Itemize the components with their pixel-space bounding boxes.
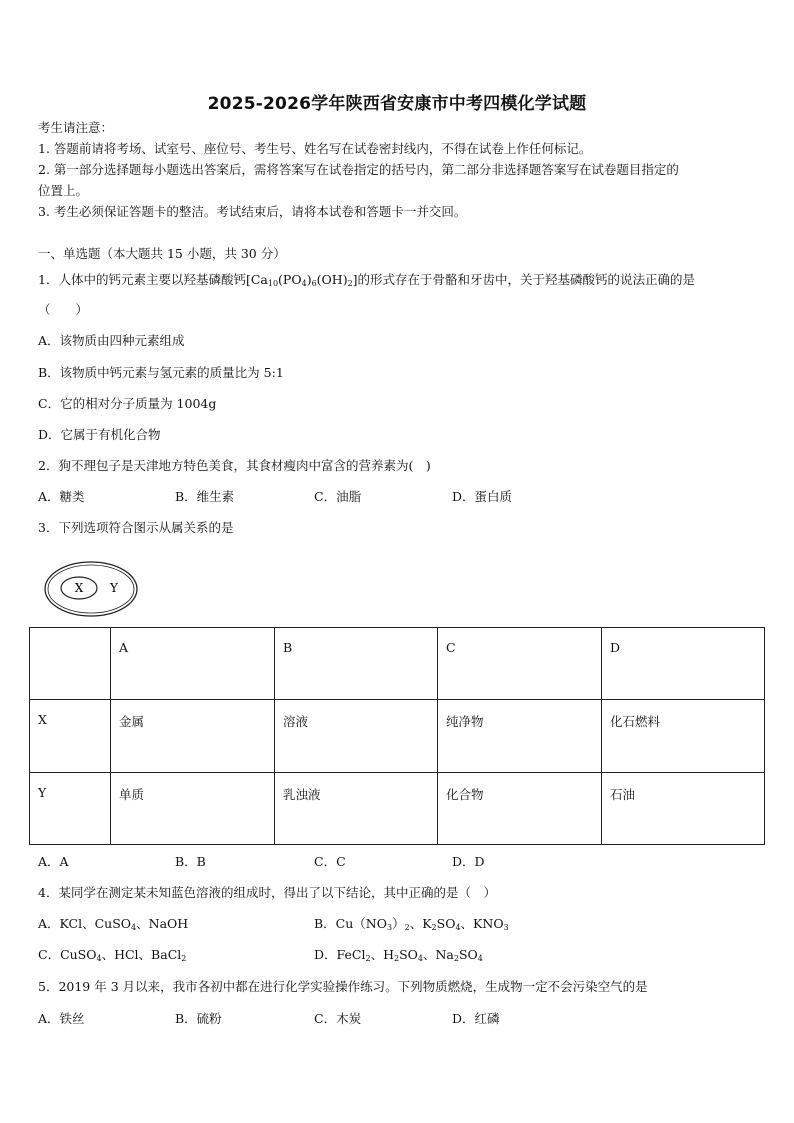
q2-option-a: A．糖类 [38,489,85,504]
q3-stem: 3．下列选项符合图示从属关系的是 [38,520,234,535]
q4-option-d: D．FeCl$_2$、$H_2SO_4$、$Na_2SO_4$ [314,947,483,963]
notice-heading: 考生请注意： [38,120,114,135]
q1-option-d: D．它属于有机化合物 [38,427,161,442]
table-cell: 溶液 [275,700,438,772]
table-cell: A [111,628,275,700]
q3-table [29,627,765,845]
table-cell: 石油 [602,772,765,844]
venn-diagram [44,560,140,618]
q5-option-d: D．红磷 [452,1011,500,1026]
q2-option-b: B．维生素 [175,489,235,504]
table-header-row [30,628,765,700]
notice-item-1: 1. 答题前请将考场、试室号、座位号、考生号、姓名写在试卷密封线内，不得在试卷上作任何标记。 [38,141,592,156]
outer-ellipse [45,562,137,616]
q5-stem: 5．2019 年 3 月以来，我市各初中都在进行化学实验操作练习。下列物质燃烧，生成物一定不会污染空气的是 [38,979,648,994]
table-cell: 金属 [111,700,275,772]
q3-option-a: A．A [38,854,69,869]
diagram-label-y: Y [110,581,118,595]
q5-option-a: A．铁丝 [38,1011,85,1026]
table-cell: D [602,628,765,700]
section-heading: 一、单选题（本大题共 15 小题，共 30 分） [38,246,286,261]
q1-option-c: C．它的相对分子质量为 1004g [38,396,217,411]
q2-option-d: D．蛋白质 [452,489,513,504]
table-cell: Y [30,772,111,844]
q1-bracket: （ ） [38,302,89,317]
table-cell: 单质 [111,772,275,844]
q5-option-c: C．木炭 [314,1011,362,1026]
q4-stem: 4．某同学在测定某未知蓝色溶液的组成时，得出了以下结论，其中正确的是（ ） [38,885,496,900]
notice-item-3: 3. 考生必须保证答题卡的整洁。考试结束后，请将本试卷和答题卡一并交回。 [38,204,467,219]
table-cell: 化石燃料 [602,700,765,772]
notice-item-2-cont: 位置上。 [38,183,89,198]
q2-stem: 2．狗不理包子是天津地方特色美食，其食材瘦肉中富含的营养素为( ) [38,458,431,473]
q4-option-b: B．$Cu(NO_3)_2$、$K_2SO_4$、$KNO_3$ [314,916,509,932]
table-cell: X [30,700,111,772]
q3-option-d: D．D [452,854,485,869]
table-cell: 乳浊液 [275,772,438,844]
table-cell [30,628,111,700]
q1-option-a: A．该物质由四种元素组成 [38,333,185,348]
q1-option-b: B．该物质中钙元素与氢元素的质量比为 5:1 [38,365,284,380]
table-cell: C [438,628,602,700]
diagram-label-x: X [74,581,84,595]
table-row [30,772,765,844]
exam-title: 2025-2026学年陕西省安康市中考四模化学试题 [207,94,587,114]
q2-option-c: C．油脂 [314,489,362,504]
q3-option-b: B．B [175,854,206,869]
table-cell: 纯净物 [438,700,602,772]
notice-item-2: 2. 第一部分选择题每小题选出答案后，需将答案写在试卷指定的括号内，第二部分非选择题答案写在试卷题目指定的 [38,162,679,177]
q1-stem: 1．人体中的钙元素主要以羟基磷酸钙$[Ca_{10}(PO_4)_6(OH)_2]$的形式存在于骨骼和牙齿中，关于羟基磷酸钙的说法正确的是 [38,272,696,288]
table-cell: B [275,628,438,700]
q3-option-c: C．C [314,854,346,869]
q5-option-b: B．硫粉 [175,1011,222,1026]
table-cell: 化合物 [438,772,602,844]
q4-option-a: A．KCl、CuSO$_4$、NaOH [38,916,189,932]
q4-option-c: C．CuSO$_4$、HCl、BaCl$_2$ [38,947,187,963]
table-row [30,700,765,772]
